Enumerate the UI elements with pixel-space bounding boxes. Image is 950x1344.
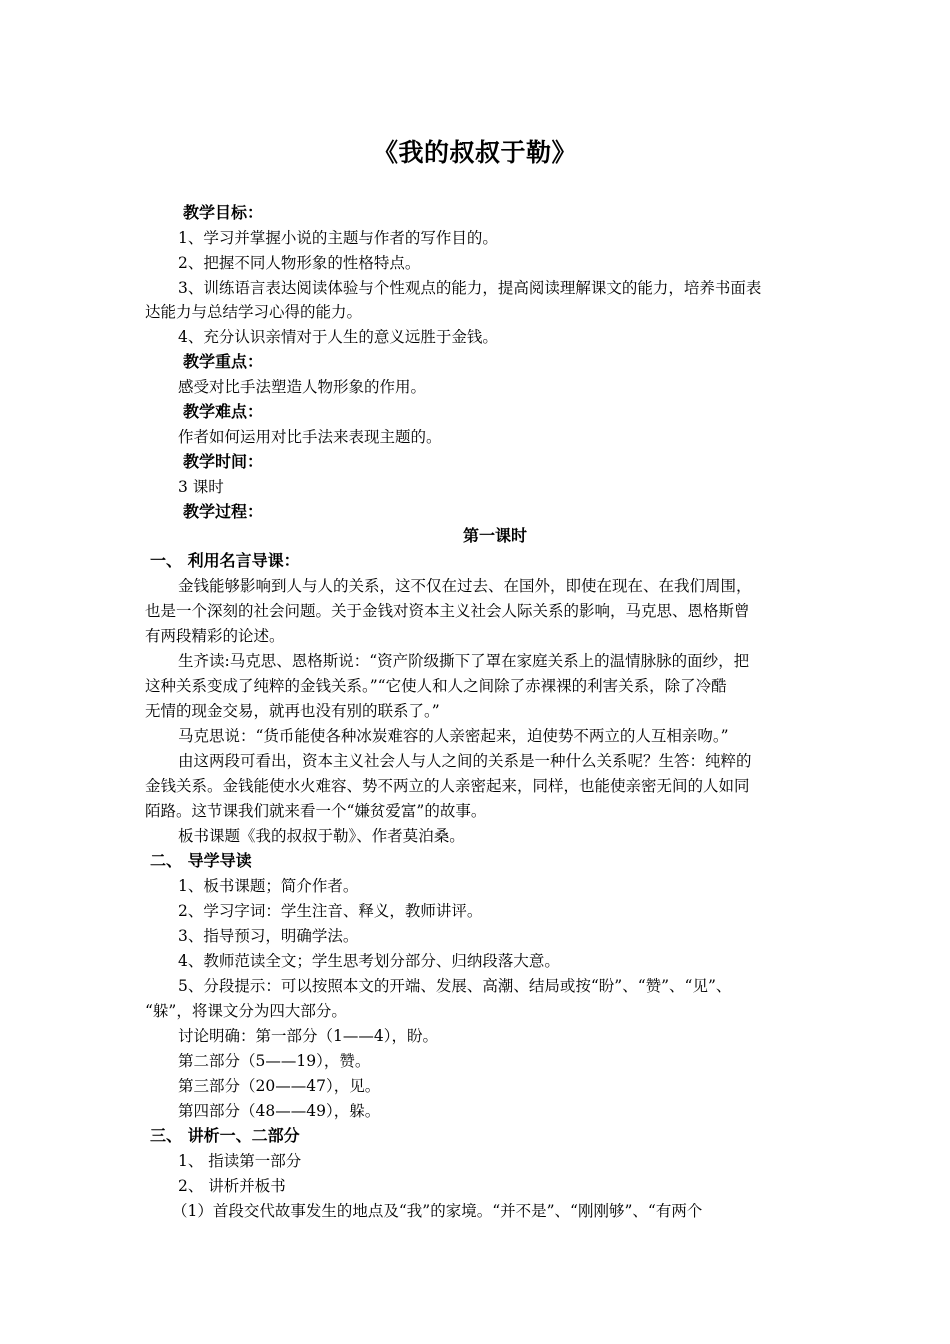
list-item: 2、学习字词：学生注音、释义，教师讲评。 xyxy=(178,902,483,920)
list-item: （1）首段交代故事发生的地点及“我”的家境。“并不是”、“刚刚够”、“有两个 xyxy=(172,1202,703,1220)
list-item: 3、指导预习，明确学法。 xyxy=(178,927,359,945)
goal-item: 1、学习并掌握小说的主题与作者的写作目的。 xyxy=(178,229,498,247)
lesson-heading: 第一课时 xyxy=(462,526,527,545)
list-item-continued: “躲”，将课文分为四大部分。 xyxy=(145,1002,347,1020)
list-item: 4、教师范读全文；学生思考划分部分、归纳段落大意。 xyxy=(178,952,560,970)
list-item: 第二部分（5——19），赞。 xyxy=(178,1052,371,1070)
list-item: 1、板书课题；简介作者。 xyxy=(178,877,359,895)
time-heading: 教学时间： xyxy=(183,452,264,471)
section-heading: 一、 利用名言导课： xyxy=(150,551,300,570)
difficulty-text: 作者如何运用对比手法来表现主题的。 xyxy=(178,428,442,446)
goal-item: 2、把握不同人物形象的性格特点。 xyxy=(178,254,421,272)
list-item: 1、 指读第一部分 xyxy=(178,1152,302,1170)
document-title: 《我的叔叔于勒》 xyxy=(372,138,577,167)
paragraph-line: 有两段精彩的论述。 xyxy=(145,627,285,645)
paragraph-line: 金钱关系。金钱能使水火难容、势不两立的人亲密起来，同样，也能使亲密无间的人如同 xyxy=(145,777,750,795)
goal-item: 4、充分认识亲情对于人生的意义远胜于金钱。 xyxy=(178,328,498,346)
list-item: 讨论明确：第一部分（1——4），盼。 xyxy=(178,1027,438,1045)
paragraph-line: 由这两段可看出，资本主义社会人与人之间的关系是一种什么关系呢？生答：纯粹的 xyxy=(178,752,752,770)
list-item: 5、分段提示：可以按照本文的开端、发展、高潮、结局或按“盼”、“赞”、“见”、 xyxy=(178,977,732,995)
goal-item: 3、训练语言表达阅读体验与个性观点的能力，提高阅读理解课文的能力，培养书面表 xyxy=(178,279,762,297)
difficulty-heading: 教学难点： xyxy=(183,402,264,421)
paragraph-line: 马克思说：“货币能使各种冰炭难容的人亲密起来，迫使势不两立的人互相亲吻。” xyxy=(178,727,729,745)
paragraph-line: 这种关系变成了纯粹的金钱关系。”“它使人和人之间除了赤裸裸的利害关系，除了冷酷 xyxy=(145,677,727,695)
section-heading: 二、 导学导读 xyxy=(150,851,252,870)
paragraph-line: 陌路。这节课我们就来看一个“嫌贫爱富”的故事。 xyxy=(145,802,487,820)
list-item: 第三部分（20——47），见。 xyxy=(178,1077,381,1095)
paragraph-line: 无情的现金交易，就再也没有别的联系了。” xyxy=(145,702,440,720)
focus-heading: 教学重点： xyxy=(183,352,264,371)
list-item: 2、 讲析并板书 xyxy=(178,1177,286,1195)
section-heading: 三、 讲析一、二部分 xyxy=(150,1126,300,1145)
process-heading: 教学过程： xyxy=(183,502,264,521)
focus-text: 感受对比手法塑造人物形象的作用。 xyxy=(178,378,427,396)
goals-heading: 教学目标： xyxy=(183,203,264,222)
paragraph-line: 生齐读:马克思、恩格斯说：“资产阶级撕下了罩在家庭关系上的温情脉脉的面纱，把 xyxy=(178,652,750,670)
list-item: 第四部分（48——49），躲。 xyxy=(178,1102,381,1120)
paragraph-line: 板书课题《我的叔叔于勒》、作者莫泊桑。 xyxy=(178,827,465,845)
goal-item-continued: 达能力与总结学习心得的能力。 xyxy=(145,303,363,321)
time-text: 3 课时 xyxy=(178,478,224,496)
paragraph-line: 也是一个深刻的社会问题。关于金钱对资本主义社会人际关系的影响，马克思、恩格斯曾 xyxy=(145,602,750,620)
paragraph-line: 金钱能够影响到人与人的关系，这不仅在过去、在国外，即使在现在、在我们周围， xyxy=(178,577,752,595)
